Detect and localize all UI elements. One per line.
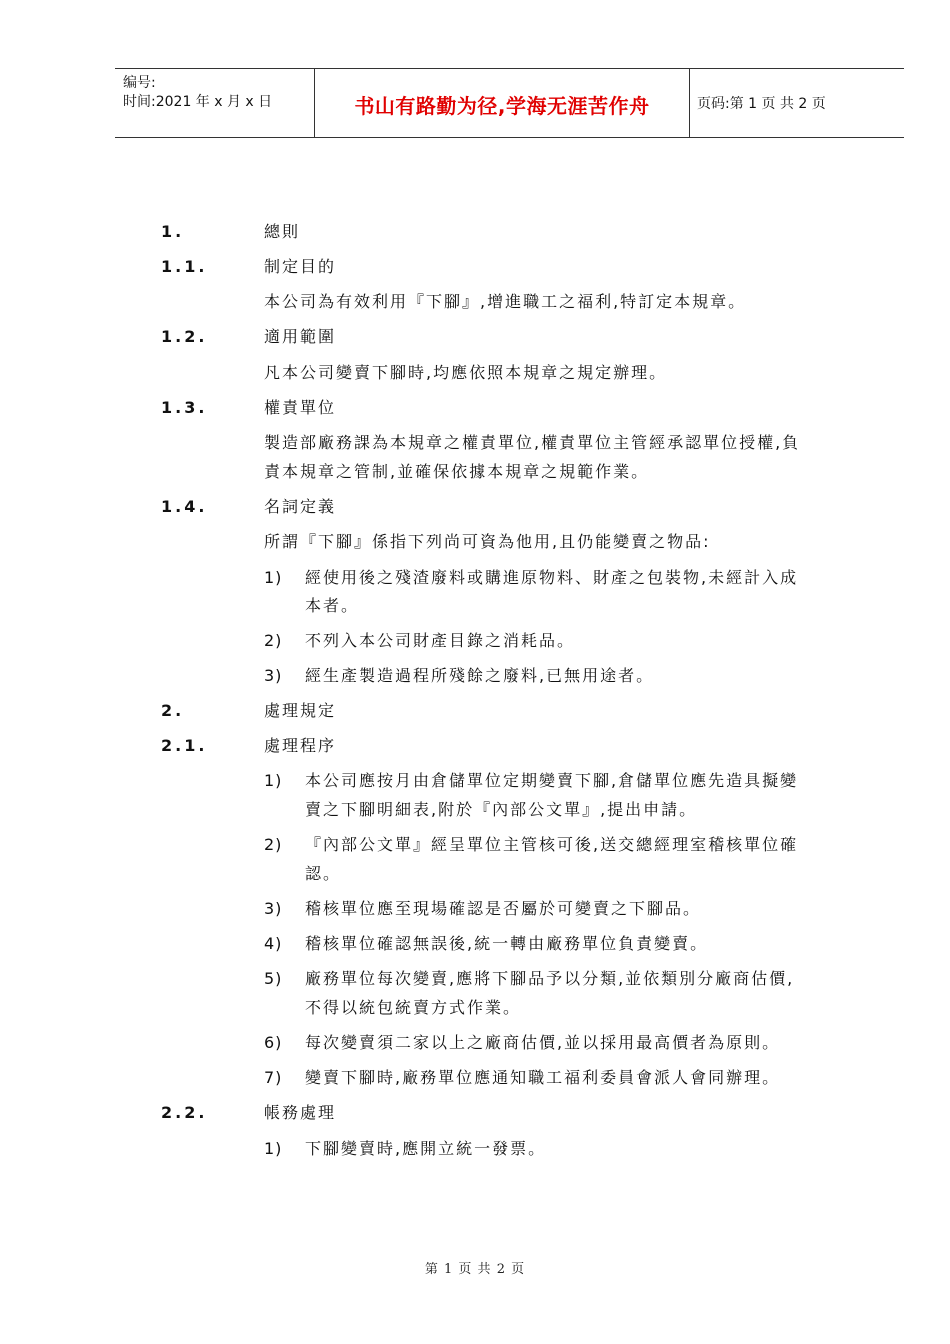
list-item: 經生產製造過程所殘餘之廢料,已無用途者。 [305, 666, 655, 685]
header-page-cell [689, 69, 904, 137]
section-title: 處理程序 [264, 736, 337, 755]
list-number: 2) [264, 631, 283, 650]
section-title: 總則 [264, 222, 301, 241]
list-item: 下腳變賣時,應開立統一發票。 [305, 1139, 547, 1158]
header-page-number: 页码:第 1 页 共 2 页 [697, 96, 826, 112]
section-number: 2. [161, 701, 185, 720]
list-number: 2) [264, 835, 283, 854]
list-number: 1) [264, 771, 283, 790]
list-item: 每次變賣須二家以上之廠商估價,並以採用最高價者為原則。 [305, 1033, 781, 1052]
list-item: 不得以統包統賣方式作業。 [305, 998, 522, 1017]
paragraph: 責本規章之管制,並確保依據本規章之規範作業。 [264, 462, 650, 481]
section-number: 1.2. [161, 327, 208, 346]
section-title: 帳務處理 [264, 1103, 337, 1122]
paragraph: 凡本公司變賣下腳時,均應依照本規章之規定辦理。 [264, 363, 668, 382]
section-title: 權責單位 [264, 398, 337, 417]
section-title: 名詞定義 [264, 497, 337, 516]
list-item: 不列入本公司財產目錄之消耗品。 [305, 631, 576, 650]
list-item: 『內部公文單』經呈單位主管核可後,送交總經理室稽核單位確 [305, 835, 799, 854]
list-number: 5) [264, 969, 283, 988]
list-number: 1) [264, 1139, 283, 1158]
list-item: 廠務單位每次變賣,應將下腳品予以分類,並依類別分廠商估價, [305, 969, 795, 988]
section-number: 1.3. [161, 398, 208, 417]
list-number: 1) [264, 568, 283, 587]
section-number: 2.1. [161, 736, 208, 755]
list-item: 本者。 [305, 596, 360, 615]
list-number: 4) [264, 934, 283, 953]
section-number: 1. [161, 222, 185, 241]
list-number: 3) [264, 899, 283, 918]
paragraph: 本公司為有效利用『下腳』,增進職工之福利,特訂定本規章。 [264, 292, 747, 311]
header-motto-cell [314, 69, 690, 137]
section-number: 1.4. [161, 497, 208, 516]
list-number: 3) [264, 666, 283, 685]
header-motto: 书山有路勤为径,学海无涯苦作舟 [354, 94, 650, 118]
paragraph: 製造部廠務課為本規章之權責單位,權責單位主管經承認單位授權,負 [264, 433, 801, 452]
list-item: 認。 [305, 864, 342, 883]
section-title: 適用範圍 [264, 327, 337, 346]
header-code: 编号: [123, 75, 156, 91]
list-item: 稽核單位確認無誤後,統一轉由廠務單位負責變賣。 [305, 934, 709, 953]
paragraph: 所謂『下腳』係指下列尚可資為他用,且仍能變賣之物品: [264, 532, 711, 551]
list-item: 賣之下腳明細表,附於『內部公文單』,提出申請。 [305, 800, 698, 819]
list-number: 6) [264, 1033, 283, 1052]
header-info-cell [115, 69, 314, 137]
list-item: 經使用後之殘渣廢料或購進原物料、財產之包裝物,未經計入成 [305, 568, 799, 587]
section-number: 1.1. [161, 257, 208, 276]
section-number: 2.2. [161, 1103, 208, 1122]
section-title: 制定目的 [264, 257, 337, 276]
list-item: 本公司應按月由倉儲單位定期變賣下腳,倉儲單位應先造具擬變 [305, 771, 799, 790]
page-footer: 第 1 页 共 2 页 [424, 1262, 526, 1277]
list-item: 變賣下腳時,廠務單位應通知職工福利委員會派人會同辦理。 [305, 1068, 781, 1087]
document-header [115, 68, 904, 138]
header-date: 时间:2021 年 x 月 x 日 [123, 94, 273, 110]
section-title: 處理規定 [264, 701, 337, 720]
list-item: 稽核單位應至現場確認是否屬於可變賣之下腳品。 [305, 899, 702, 918]
list-number: 7) [264, 1068, 283, 1087]
